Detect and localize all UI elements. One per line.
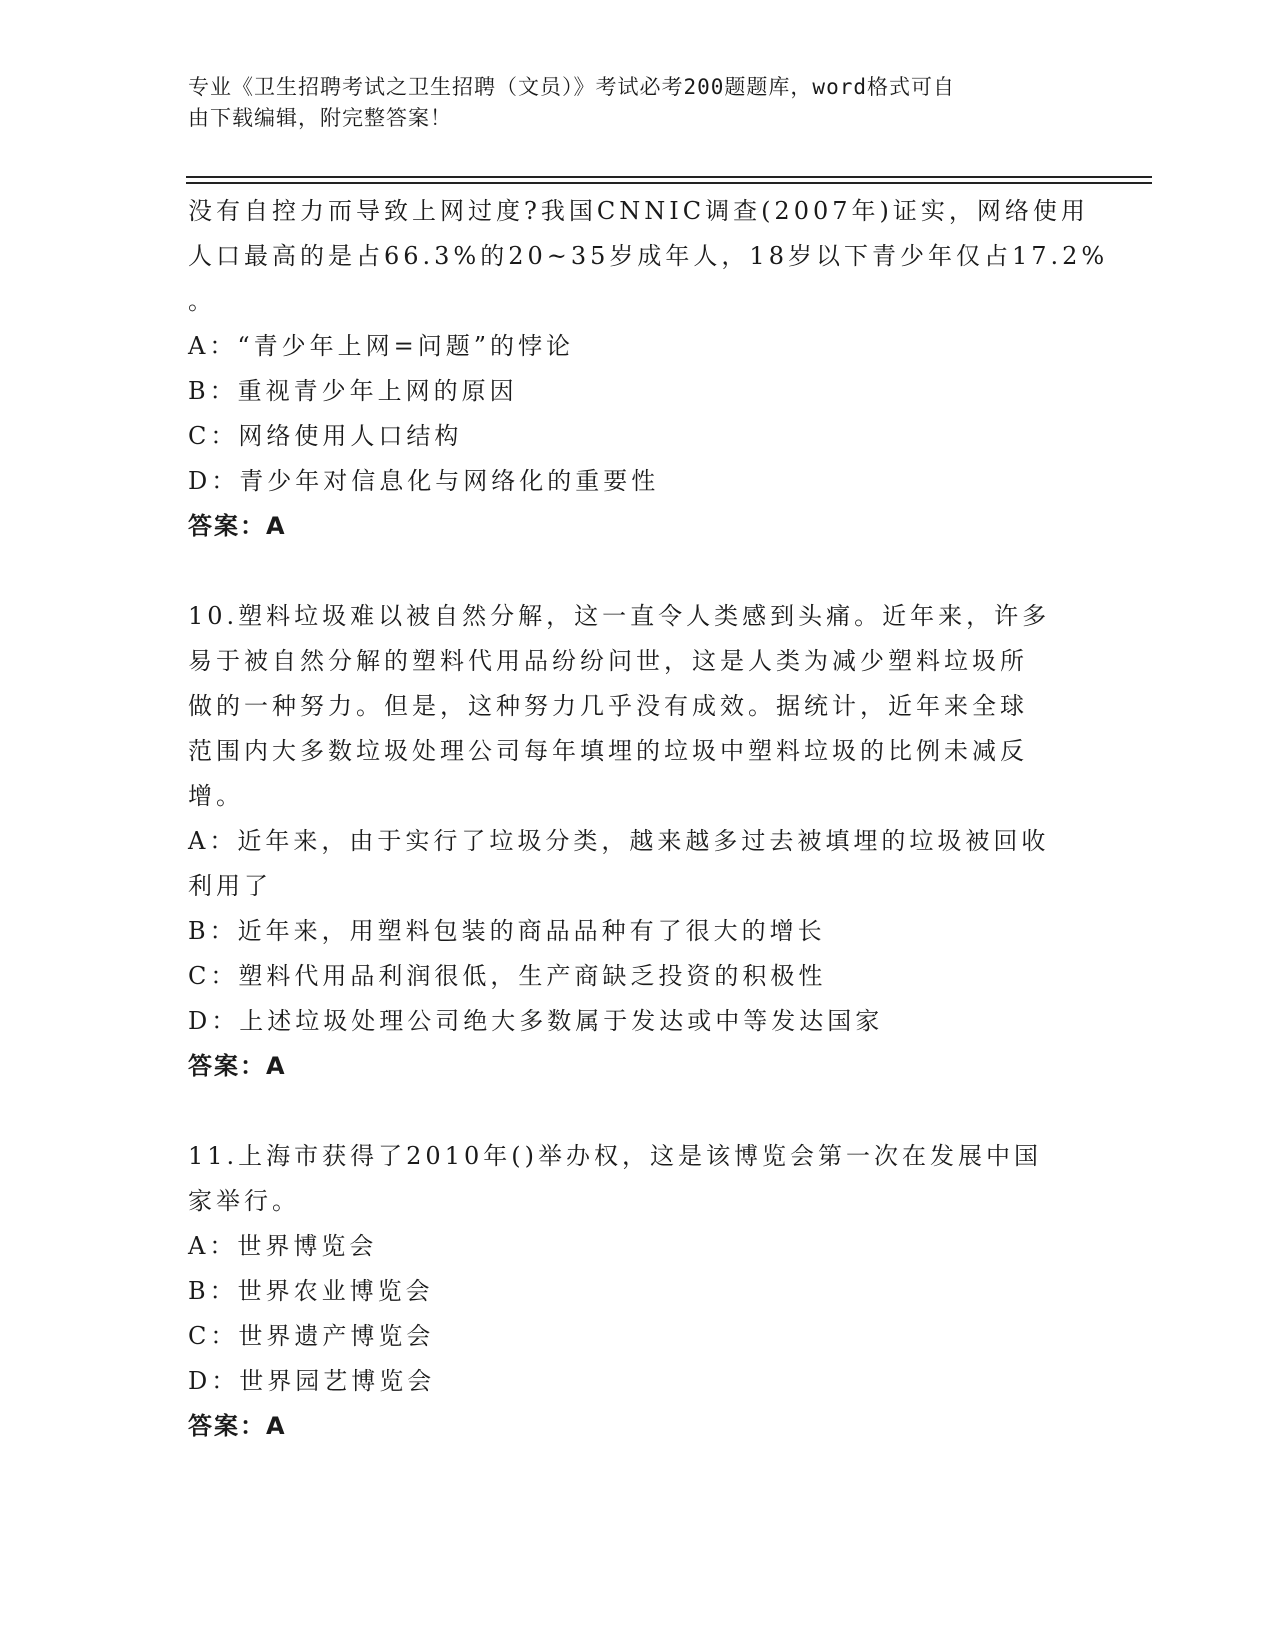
question-stem-line: 易于被自然分解的塑料代用品纷纷问世，这是人类为减少塑料垃圾所 — [188, 647, 1028, 675]
option-b: B：近年来，用塑料包装的商品品种有了很大的增长 — [188, 917, 826, 945]
question-stem-line: 做的一种努力。但是，这种努力几乎没有成效。据统计，近年来全球 — [188, 692, 1028, 720]
option-c: C：塑料代用品利润很低，生产商缺乏投资的积极性 — [188, 962, 827, 990]
header-rule-bottom — [186, 182, 1152, 184]
question-10 — [188, 594, 1088, 1089]
option-a: A：近年来，由于实行了垃圾分类，越来越多过去被填埋的垃圾被回收 — [188, 827, 1050, 855]
option-d: D：青少年对信息化与网络化的重要性 — [188, 467, 660, 495]
option-d: D：上述垃圾处理公司绝大多数属于发达或中等发达国家 — [188, 1007, 884, 1035]
option-c: C：网络使用人口结构 — [188, 422, 463, 450]
question-9 — [188, 189, 1109, 549]
page-header — [188, 72, 1068, 134]
option-b: B：世界农业博览会 — [188, 1277, 434, 1305]
option-b: B：重视青少年上网的原因 — [188, 377, 518, 405]
header-line-1: 专业《卫生招聘考试之卫生招聘（文员）》考试必考200题题库，word格式可自 — [188, 75, 955, 99]
header-line-2: 由下载编辑，附完整答案！ — [188, 106, 452, 130]
header-rule-top — [186, 176, 1152, 178]
question-stem-line: 范围内大多数垃圾处理公司每年填埋的垃圾中塑料垃圾的比例未减反 — [188, 737, 1028, 765]
option-a: A：“青少年上网=问题”的悖论 — [188, 332, 574, 360]
question-stem-line: 没有自控力而导致上网过度?我国CNNIC调查(2007年)证实，网络使用 — [188, 197, 1089, 225]
option-a: A：世界博览会 — [188, 1232, 378, 1260]
answer-label: 答案：A — [188, 1412, 287, 1440]
question-stem-line: 11.上海市获得了2010年()举办权，这是该博览会第一次在发展中国 — [188, 1142, 1042, 1170]
question-stem-line: 。 — [188, 287, 216, 315]
question-stem-line: 人口最高的是占66.3%的20~35岁成年人，18岁以下青少年仅占17.2% — [188, 242, 1109, 270]
spacer — [188, 549, 1088, 594]
option-c: C：世界遗产博览会 — [188, 1322, 435, 1350]
spacer — [188, 1089, 1088, 1134]
option-a-continued: 利用了 — [188, 872, 272, 900]
question-stem-line: 家举行。 — [188, 1187, 300, 1215]
answer-label: 答案：A — [188, 1052, 287, 1080]
question-stem-line: 增。 — [188, 782, 244, 810]
answer-label: 答案：A — [188, 512, 287, 540]
question-stem-line: 10.塑料垃圾难以被自然分解，这一直令人类感到头痛。近年来，许多 — [188, 602, 1051, 630]
question-list — [188, 189, 1109, 1449]
option-d: D：世界园艺博览会 — [188, 1367, 436, 1395]
question-11 — [188, 1134, 1088, 1449]
